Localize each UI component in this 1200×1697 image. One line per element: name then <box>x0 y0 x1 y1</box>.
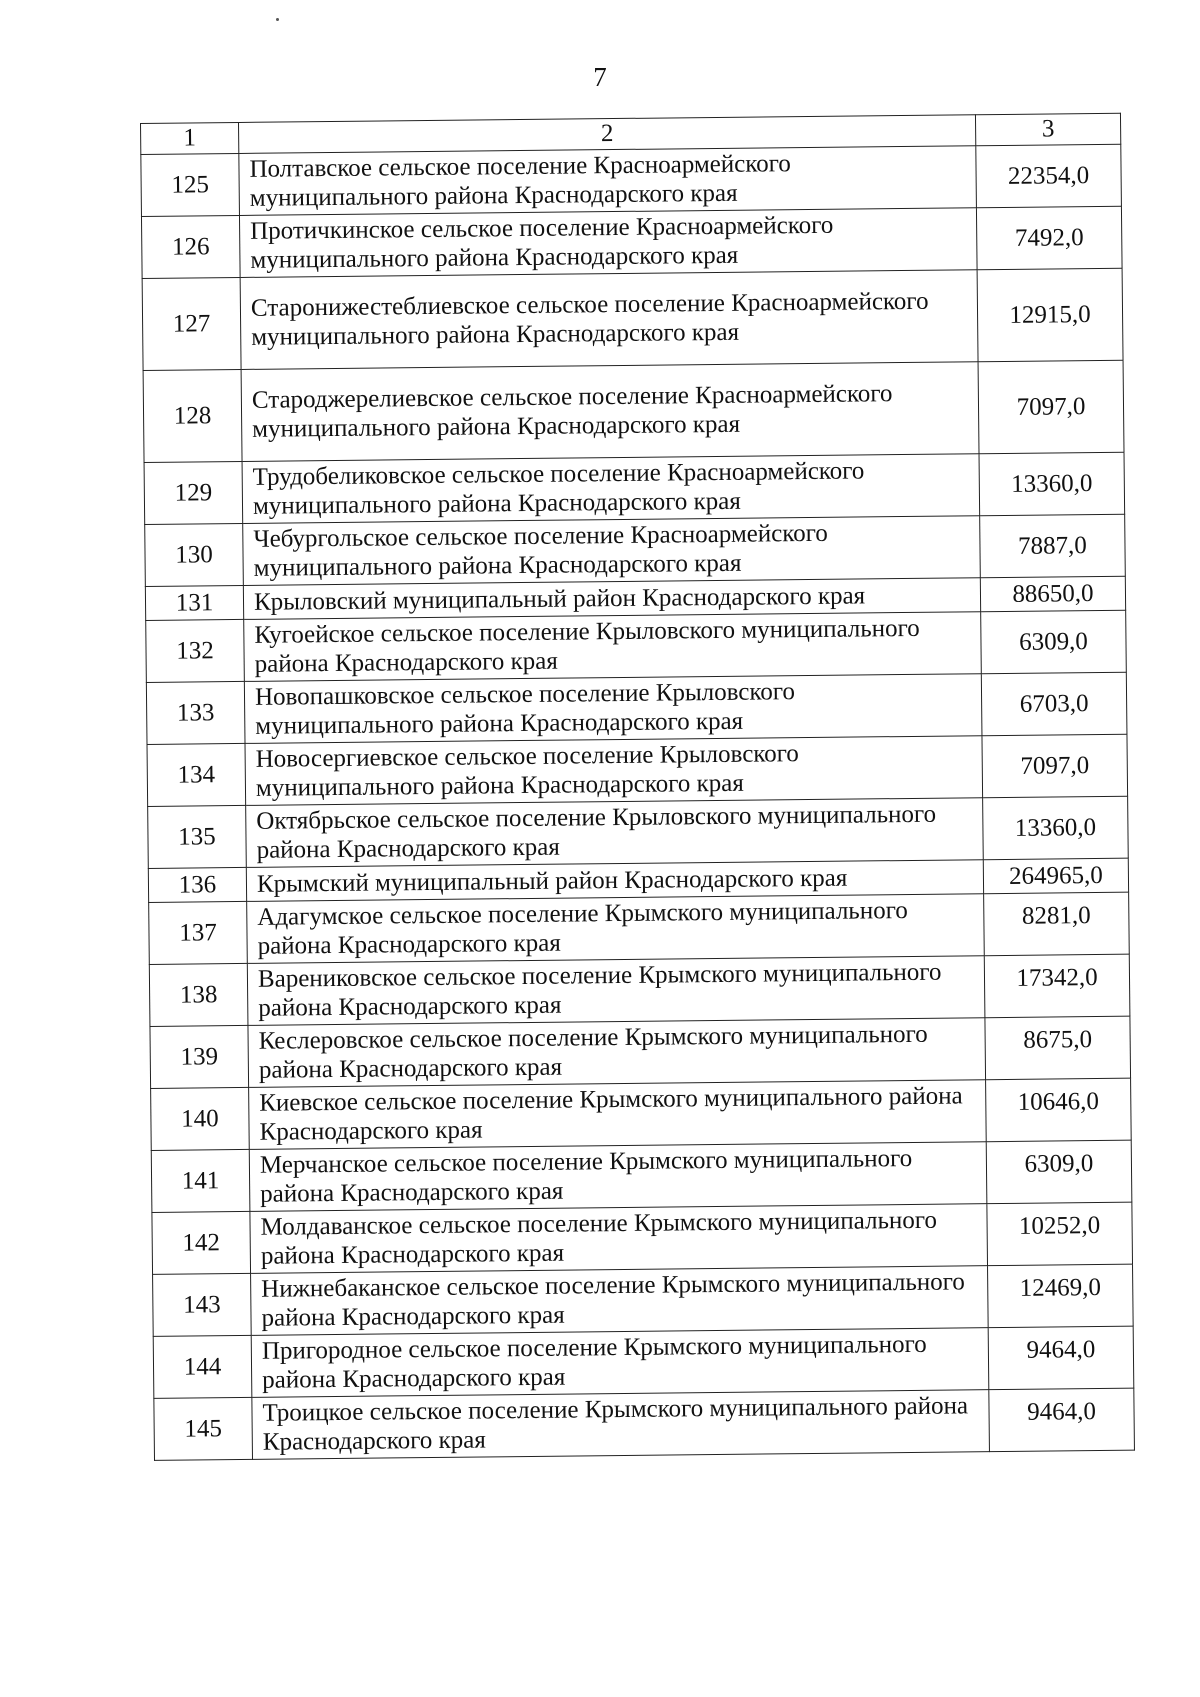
municipality-name: Адагумское сельское поселение Крымского муниципального района Краснодарского края <box>247 894 985 964</box>
municipality-name: Троицкое сельское поселение Крымского муниципального района Краснодарского края <box>252 1390 990 1460</box>
page-number: 7 <box>593 62 607 92</box>
table-row <box>143 360 1124 462</box>
row-number: 134 <box>147 743 246 806</box>
table-row <box>152 1202 1133 1274</box>
municipality-name: Полтавское сельское поселение Красноармейского муниципального района Краснодарского края <box>239 146 977 216</box>
table-row <box>142 268 1123 370</box>
table-row <box>151 1078 1132 1150</box>
amount-value: 264965,0 <box>983 858 1128 894</box>
allocation-table <box>140 113 1135 1461</box>
amount-value: 12915,0 <box>977 268 1123 362</box>
amount-value: 12469,0 <box>988 1264 1134 1328</box>
row-number: 142 <box>152 1211 251 1274</box>
row-number: 141 <box>151 1149 250 1212</box>
table-row <box>153 1326 1134 1398</box>
row-number: 140 <box>151 1087 250 1150</box>
table-row <box>150 1016 1131 1088</box>
table-row <box>151 1140 1132 1212</box>
table-body <box>141 113 1135 1460</box>
amount-value: 17342,0 <box>984 954 1130 1018</box>
row-number: 132 <box>146 619 245 682</box>
table-row <box>149 892 1130 964</box>
amount-value: 13360,0 <box>983 796 1129 860</box>
row-number: 143 <box>153 1273 252 1336</box>
municipality-name: Крыловский муниципальный район Краснодарского края <box>243 578 980 620</box>
scan-speck <box>276 18 279 21</box>
municipality-name: Молдаванское сельское поселение Крымского муниципального района Краснодарского края <box>250 1204 988 1274</box>
row-number: 139 <box>150 1025 249 1088</box>
municipality-name: Крымский муниципальный район Краснодарского края <box>246 860 983 902</box>
row-number: 135 <box>148 805 247 868</box>
amount-value: 6309,0 <box>986 1140 1132 1204</box>
table-row <box>144 452 1125 524</box>
row-number: 138 <box>149 963 248 1026</box>
municipality-name: Киевское сельское поселение Крымского муниципального района Краснодарского края <box>249 1080 987 1150</box>
municipality-name: Нижнебаканское сельское поселение Крымского муниципального района Краснодарского края <box>251 1266 989 1336</box>
municipality-name: Старонижестеблиевское сельское поселение Красноармейского муниципального района Краснодарского края <box>240 270 978 370</box>
amount-value: 6703,0 <box>981 672 1127 736</box>
header-col-2: 2 <box>238 115 975 154</box>
municipality-name: Новосергиевское сельское поселение Крыловского муниципального района Краснодарского края <box>245 736 983 806</box>
amount-value: 6309,0 <box>981 610 1127 674</box>
table-row <box>145 514 1126 586</box>
row-number: 126 <box>141 215 240 278</box>
municipality-name: Кеслеровское сельское поселение Крымского муниципального района Краснодарского края <box>248 1018 986 1088</box>
row-number: 145 <box>154 1397 253 1460</box>
municipality-name: Пригородное сельское поселение Крымского муниципального района Краснодарского края <box>251 1328 989 1398</box>
table-row <box>146 672 1127 744</box>
amount-value: 8675,0 <box>985 1016 1131 1080</box>
amount-value: 10252,0 <box>987 1202 1133 1266</box>
amount-value: 8281,0 <box>984 892 1130 956</box>
amount-value: 88650,0 <box>980 576 1125 612</box>
amount-value: 13360,0 <box>979 452 1125 516</box>
row-number: 130 <box>145 523 244 586</box>
table-row <box>141 144 1122 216</box>
amount-value: 9464,0 <box>988 1326 1134 1390</box>
amount-value: 7097,0 <box>982 734 1128 798</box>
amount-value: 10646,0 <box>986 1078 1132 1142</box>
municipality-name: Кугоейское сельское поселение Крыловского муниципального района Краснодарского края <box>244 612 982 682</box>
municipality-name: Новопашковское сельское поселение Крыловского муниципального района Краснодарского края <box>244 674 982 744</box>
municipality-name: Староджерелиевское сельское поселение Красноармейского муниципального района Краснодарского края <box>241 362 979 462</box>
municipality-name: Мерчанское сельское поселение Крымского муниципального района Краснодарского края <box>249 1142 987 1212</box>
amount-value: 7097,0 <box>978 360 1124 454</box>
municipality-name: Протичкинское сельское поселение Красноармейского муниципального района Краснодарского края <box>239 208 977 278</box>
row-number: 137 <box>149 901 248 964</box>
table-row <box>154 1388 1135 1460</box>
municipality-name: Варениковское сельское поселение Крымского муниципального района Краснодарского края <box>247 956 985 1026</box>
header-col-1: 1 <box>141 122 239 154</box>
table-row <box>146 610 1127 682</box>
municipality-name: Трудобеликовское сельское поселение Красноармейского муниципального района Краснодарского края <box>242 454 980 524</box>
row-number: 136 <box>148 867 246 902</box>
row-number: 128 <box>143 369 242 462</box>
table-row <box>149 954 1130 1026</box>
municipality-name: Чебургольское сельское поселение Красноармейского муниципального района Краснодарского края <box>243 516 981 586</box>
municipality-name: Октябрьское сельское поселение Крыловского муниципального района Краснодарского края <box>246 798 984 868</box>
table-row <box>148 796 1129 868</box>
amount-value: 7887,0 <box>980 514 1126 578</box>
table-row <box>153 1264 1134 1336</box>
table-row <box>147 734 1128 806</box>
row-number: 129 <box>144 461 243 524</box>
row-number: 144 <box>153 1335 252 1398</box>
amount-value: 22354,0 <box>976 144 1122 208</box>
header-col-3: 3 <box>975 113 1120 146</box>
row-number: 131 <box>145 585 243 620</box>
table-row <box>141 206 1122 278</box>
row-number: 127 <box>142 277 241 370</box>
row-number: 133 <box>146 681 245 744</box>
amount-value: 7492,0 <box>976 206 1122 270</box>
row-number: 125 <box>141 153 240 216</box>
amount-value: 9464,0 <box>989 1388 1135 1452</box>
